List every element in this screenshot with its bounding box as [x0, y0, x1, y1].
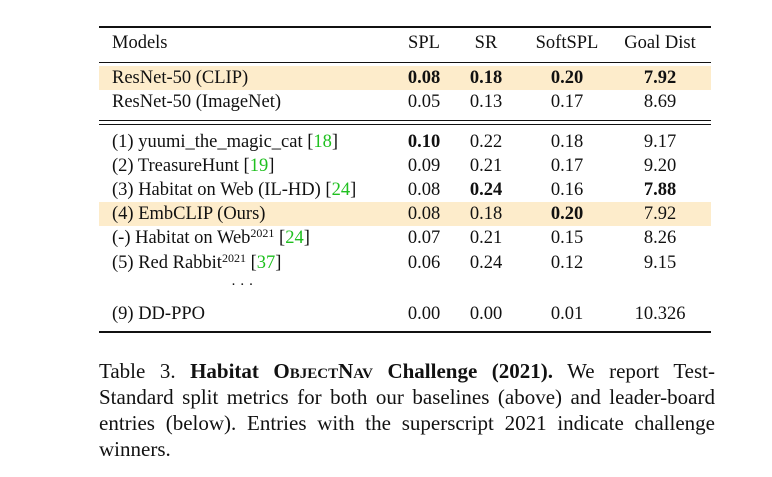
softspl-value: 0.17 [550, 156, 584, 176]
header-softspl: SoftSPL [535, 33, 599, 53]
header-sr: SR [474, 33, 498, 53]
spl-value: 0.09 [407, 156, 441, 176]
table-row [99, 226, 711, 250]
ellipsis: · · · [231, 277, 254, 293]
table-row [99, 130, 711, 154]
softspl-value: 0.01 [550, 304, 584, 324]
goal-dist-value: 9.15 [643, 253, 677, 273]
header-rule [99, 62, 711, 63]
winner-superscript: 2021 [221, 251, 246, 265]
spl-value: 0.07 [407, 228, 441, 248]
section-rule-2 [99, 124, 711, 125]
table-row [99, 202, 711, 226]
sr-value: 0.13 [469, 92, 503, 112]
softspl-value: 0.20 [550, 68, 584, 88]
model-label: (5) Red Rabbit [112, 253, 222, 273]
sr-value: 0.22 [469, 132, 503, 152]
table-row [99, 302, 711, 326]
citation-link[interactable]: 37 [256, 253, 276, 273]
table-row [99, 66, 711, 90]
softspl-value: 0.17 [550, 92, 584, 112]
softspl-value: 0.18 [550, 132, 584, 152]
model-label: (2) TreasureHunt [112, 156, 244, 176]
spl-value: 0.08 [407, 180, 441, 200]
spl-value: 0.08 [407, 204, 441, 224]
table-caption [99, 358, 715, 462]
softspl-value: 0.12 [550, 253, 584, 273]
goal-dist-value: 8.69 [643, 92, 677, 112]
model-name: ResNet-50 (ImageNet) [112, 92, 282, 112]
sr-value: 0.00 [469, 304, 503, 324]
caption-title-smallcaps: ObjectNav [273, 359, 373, 383]
goal-dist-value: 8.26 [643, 228, 677, 248]
table-row [99, 154, 711, 178]
winner-superscript: 2021 [250, 226, 275, 240]
model-name: (-) Habitat on Web$^{2021}$ [24] [112, 226, 310, 248]
softspl-value: 0.16 [550, 180, 584, 200]
citation-link[interactable]: 19 [249, 156, 269, 176]
goal-dist-value: 10.326 [634, 304, 686, 324]
softspl-value: 0.15 [550, 228, 584, 248]
table-row [99, 178, 711, 202]
spl-value: 0.05 [407, 92, 441, 112]
table-row [99, 251, 711, 275]
sr-value: 0.18 [469, 68, 503, 88]
goal-dist-value: 9.20 [643, 156, 677, 176]
spl-value: 0.06 [407, 253, 441, 273]
sr-value: 0.21 [469, 228, 503, 248]
goal-dist-value: 9.17 [643, 132, 677, 152]
table-row [99, 90, 711, 114]
model-name: (5) Red Rabbit$^{2021}$ [37] [112, 251, 282, 273]
spl-value: 0.08 [407, 68, 441, 88]
model-label: (1) yuumi_the_magic_cat [112, 132, 308, 152]
header-models: Models [112, 33, 168, 53]
citation-link[interactable]: 24 [331, 180, 351, 200]
sr-value: 0.18 [469, 204, 503, 224]
citation-link[interactable]: 24 [285, 228, 304, 248]
spl-value: 0.10 [407, 132, 441, 152]
sr-value: 0.24 [469, 253, 503, 273]
header-row [99, 31, 711, 55]
goal-dist-value: 7.88 [643, 180, 677, 200]
caption-body: We report Test-Standard split metrics for both our baselines (above) and leader-board entries (below). Entries with the superscript 2021 indicate challenge winners. [99, 359, 716, 461]
model-name: (4) EmbCLIP (Ours) [112, 204, 266, 224]
caption-title-a: Habitat [190, 359, 274, 383]
citation-link[interactable]: 18 [313, 132, 332, 152]
top-rule [99, 26, 711, 28]
section-rule-1 [99, 120, 711, 121]
goal-dist-value: 7.92 [643, 204, 677, 224]
header-goal-dist: Goal Dist [624, 33, 696, 53]
model-name: ResNet-50 (CLIP) [112, 68, 249, 88]
model-label: (3) Habitat on Web (IL-HD) [112, 180, 326, 200]
model-name: (1) yuumi_the_magic_cat [18] [112, 132, 339, 152]
caption-label: Table 3. [99, 359, 191, 383]
spl-value: 0.00 [407, 304, 441, 324]
model-label: (-) Habitat on Web [112, 228, 251, 248]
caption-title [190, 359, 553, 383]
ellipsis-row [99, 275, 711, 295]
caption-title-b: Challenge (2021). [372, 359, 554, 383]
model-name: (2) TreasureHunt [19] [112, 156, 275, 176]
sr-value: 0.21 [469, 156, 503, 176]
sr-value: 0.24 [469, 180, 503, 200]
model-name: (3) Habitat on Web (IL-HD) [24] [112, 180, 357, 200]
model-name: (9) DD-PPO [112, 304, 206, 324]
goal-dist-value: 7.92 [643, 68, 677, 88]
softspl-value: 0.20 [550, 204, 584, 224]
header-spl: SPL [408, 33, 440, 53]
bottom-rule [99, 331, 711, 333]
